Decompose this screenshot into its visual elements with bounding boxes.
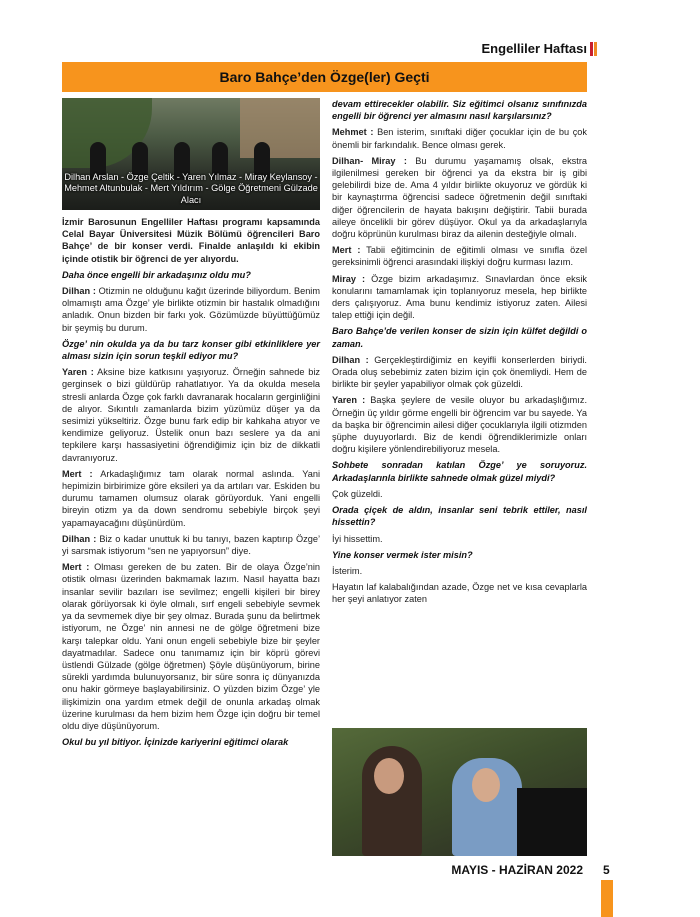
speaker-name: Yaren : [62,367,94,378]
interview-question: devam ettirecekler olabilir. Siz eğitimci olsanız sınıfınızda engelli bir öğrenci yer almasını nasıl karşılarsınız? [332,99,587,122]
interview-question: Orada çiçek de aldın, insanlar seni tebrik ettiler, nasıl hissettin? [332,505,587,528]
speaker-name: Mert : [62,468,93,479]
interview-question: Okul bu yıl bitiyor. İçinizde kariyerini eğitimci olarak [62,737,289,748]
interview-question: Daha önce engelli bir arkadaşınız oldu mu? [62,269,251,280]
interview-answer [332,354,587,391]
interview-answer [332,244,587,268]
section-tag: Engelliler Haftası [481,41,587,56]
left-column-body [62,216,320,748]
interview-answer [332,565,587,577]
answer-text: Bu durumu yaşamamış olsak, ekstra ilgilenilmesi gereken bir öğrenci ya da ekstra bir iş gibi gelebilirdi bize de. Ama 4 yıldır birlikte okuyoruz ve gördük ki bir kaynaştırma öğrencisi sadece öğretmenin değil sınıftaki diğer öğrencilerin de hayata bakışını değiştirir. Tabii burada aileye öncelikli bir görev düşüyor. Okul ya da arkadaşlarıyla doğru köprünün kurulması biraz da ailenin desteğiyle olmalı. [332,155,587,240]
speaker-name: Yaren : [332,395,366,406]
interview-answer [62,533,320,557]
interview-answer [332,533,587,545]
page-number: 5 [603,863,610,877]
interview-question: Sohbete sonradan katılan Özge’ ye soruyoruz. Arkadaşlarınla birlikte sahnede olmak güzel miydi? [332,460,587,483]
accent-bar-red [590,42,593,56]
interview-answer [332,273,587,322]
section-accent-bars [590,42,597,56]
article-title: Baro Bahçe’den Özge(ler) Geçti [219,69,430,85]
article-title-band [62,62,587,92]
speaker-name: Dilhan : [62,533,97,544]
right-column-body [332,98,587,606]
article-intro: İzmir Barosunun Engelliler Haftası programı kapsamında Celal Bayar Üniversitesi Müzik Bölümü öğrencileri Baro Bahçe’ de bir konser verdi. Finalde anlaşıldı ki ekibin içinde otistik bir öğrenci de yer alıyordu. [62,217,320,264]
interview-answer [62,561,320,732]
answer-text: Tabii eğitimcinin de eğitimli olması ve sınıfla özel gereksinimli öğrenci arasındaki ilişkiyi doğru kurması lazım. [332,245,587,268]
answer-text: Başka şeylere de vesile oluyor bu arkadaşlığımız. Örneğin üç yıldır görme engelli bir öğrencim var bu sayede. Ya da başka bir öğrencimin ailesi diğer çocuklarıyla ilgili otizmden şüphe duyuyorlardı. Biz de kendi öğrendiklerimizle onları doğru kişilere yönlendirebiliyoruz mesela. [332,395,588,455]
speaker-name: Dilhan : [62,286,96,297]
answer-text: Olması gereken de bu zaten. Bir de olaya Özge’nin otistik olması üzerinden bakmamak lazım. Nasıl hayatta bazı insanlar sevilir bazıları ise sevilmez; engelli kişileri bir birey olarak görüyorsak ki öyle olmalı, sırf engeli sebebiyle sevmek ya da sevmemek diye bir şey olmaz. Burada şunu da belirtmek istiyorum, ne Özge’ nin annesi ne de gölge öğretmeni bize karşı talepkar oldu. Yani onun engeli sebebiyle bize bir şeyler dayatmadılar. Sadece onu tanımamız için bir köprü görevi üstlendi Gülzade (gölge öğretmen) Şöyle düşünüyorum, birine sürekli yardımda bulunuyorsanız, bir süre sonra iç dünyanızda onu hakir görmeye başlayabilirsiniz. O yüzden bizim Özge’ yle ilişkimizin ona yardım etmek değil de onunla arkadaş olmak üzerine kurulması da hem bizim hem Özge için doğru bir temel oldu diye düşünüyorum. [62,562,320,731]
photo-building [240,98,320,158]
answer-text: İsterim. [332,565,363,576]
photo-caption: Dilhan Arslan - Özge Çeltik - Yaren Yılmaz - Miray Keylansoy - Mehmet Altunbulak - Mert Yıldırım - Gölge Öğretmeni Gülzade Alacı [64,171,318,205]
answer-text: Ben isterim, sınıftaki diğer çocuklar için de bu çok önemli bir farkındalık. Bence olması gerek. [332,127,587,150]
answer-text: Hayatın laf kalabalığından azade, Özge net ve kısa cevaplarla her şeyi anlatıyor zaten [332,582,587,605]
answer-text: Özge bizim arkadaşımız. Sınavlardan önce eksik konularını tamamlamak için toplanıyoruz mesela, hep birlikte ders çalışıyoruz. Ama bunu kendimiz istiyoruz zaten. Ailesi talep ettiği için değil. [332,273,587,321]
music-stand [517,788,587,856]
speaker-name: Mert : [62,562,90,573]
speaker-name: Miray : [332,273,366,284]
interview-answer [332,126,587,150]
interview-question: Baro Bahçe’de verilen konser de sizin için külfet değildi o zaman. [332,326,587,349]
accent-bar-orange [594,42,597,56]
interview-answer [332,581,587,605]
speaker-name: Mehmet : [332,127,374,138]
singers-photo [332,728,587,856]
answer-text: Otizmin ne olduğunu kağıt üzerinde biliyordum. Benim olmamıştı ama Özge’ yle birlikte otizmin bir hastalık olmadığını anladık. Onun bizden bir farkı yok. Gözümüzde büyüttüğümüz bir şeymiş bu durum. [62,286,320,333]
interview-answer [62,285,320,334]
answer-text: Gerçekleştirdiğimiz en keyifli konserlerden biriydi. Orada oluş sebebimiz zaten bizim için çok önemliydi. Hem de birlikte bir şeyler yapabiliyor olmak çok güzeldi. [332,354,587,390]
answer-text: Arkadaşlığımız tam olarak normal aslında. Yani hepimizin birbirimize göre eksileri ya da artıları var. Eskiden bu durumu tamamen olumsuz olarak görüyorduk. Yani engelli bireyin otizm ya da down sendromu sebebiyle birçok şeyi yapamayacağını düşünürdüm. [62,468,320,528]
speaker-name: Dilhan- Miray : [332,155,407,166]
right-column [332,98,587,610]
concert-photo [62,98,320,210]
speaker-name: Mert : [332,245,361,256]
singer-face [472,768,500,802]
issue-date: MAYIS - HAZİRAN 2022 [451,863,583,877]
interview-question: Özge’ nin okulda ya da bu tarz konser gibi etkinliklere yer alması sizin için sorun teşkil ediyor mu? [62,338,320,362]
interview-answer [62,468,320,529]
singer-face [374,758,404,794]
left-column [62,98,320,752]
interview-answer [332,488,587,500]
interview-answer [62,366,320,464]
interview-answer [332,155,587,240]
interview-answer [332,394,587,455]
answer-text: Aksine bize katkısını yaşıyoruz. Örneğin sahnede biz gerginsek o bizi güldürüp rahatlatıyor. Ya da okulda mesela stresli anlarda Özge çok farklı davranarak hocaların gerginliğini de alıyor. Sıkıntılı zamanlarda bizim yüzümüz düşer ya da sesimizi yükseltiriz. Özge bunu fark edip bir kahkaha atıyor ve kendimize geliyoruz. Üstelik onun bazı seslere ya da ani tepkilere karşı hassasiyetini öğrendiğimiz için biz de dikkatli davranıyoruz. [62,367,320,463]
interview-question: Yine konser vermek ister misin? [332,549,473,560]
page-accent-tab [601,880,613,917]
answer-text: Çok güzeldi. [332,488,383,499]
speaker-name: Dilhan : [332,354,369,365]
answer-text: Biz o kadar unuttuk ki bu tanıyı, bazen kaptırıp Özge’ yi sarsmak istiyorum “sen ne yapıyorsun” diye. [62,533,321,557]
answer-text: İyi hissettim. [332,533,383,544]
